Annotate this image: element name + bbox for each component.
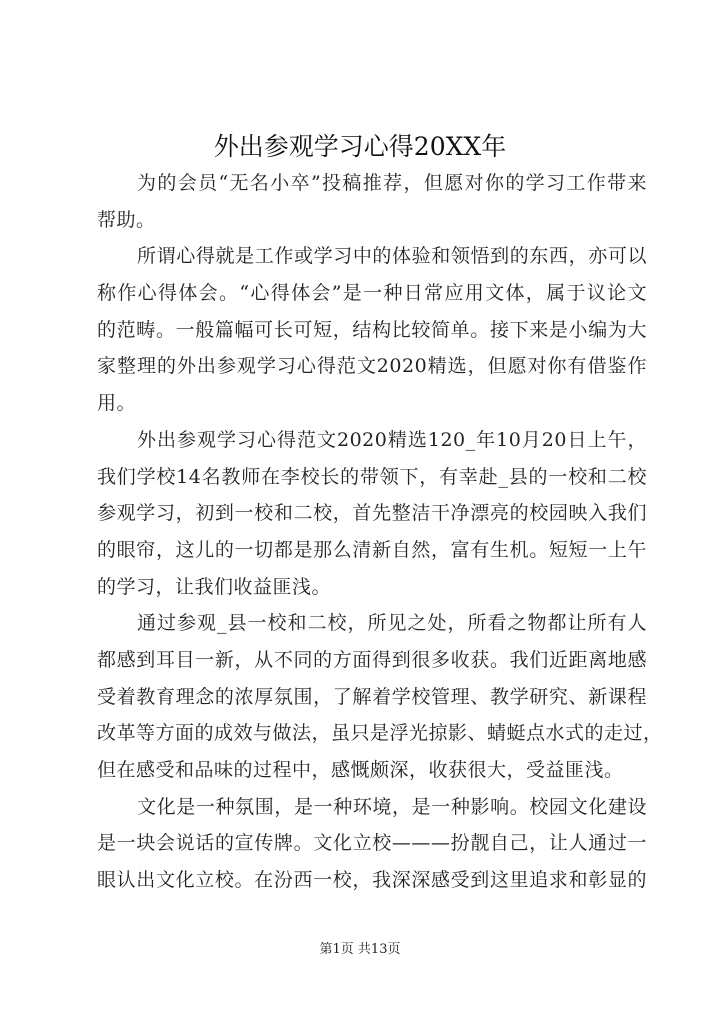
text-line: 家整理的外出参观学习心得范文2020精选，但愿对你有借鉴作 — [97, 355, 647, 378]
text-line: 所谓心得就是工作或学习中的体验和领悟到的东西，亦可以 — [137, 245, 647, 268]
paragraph — [97, 605, 663, 788]
text-line: 的范畴。一般篇幅可长可短，结构比较简单。接下来是小编为大 — [97, 318, 647, 341]
page-footer: 第1页 共13页 — [319, 942, 401, 957]
text-line: 的学习，让我们收益匪浅。 — [97, 575, 332, 598]
paragraph — [97, 238, 647, 421]
text-line: 但在感受和品味的过程中，感慨颇深，收获很大，受益匪浅。 — [97, 759, 624, 781]
document-body — [97, 165, 663, 899]
text-line: 帮助。 — [97, 208, 156, 231]
paragraph — [97, 165, 647, 238]
paragraph — [97, 422, 647, 605]
paragraph — [97, 789, 647, 899]
text-line: 为的会员“无名小卒”投稿推荐，但愿对你的学习工作带来 — [137, 172, 647, 194]
text-line: 文化是一种氛围，是一种环境，是一种影响。校园文化建设 — [137, 795, 647, 818]
text-line: 外出参观学习心得范文2020精选120_年10月20日上午， — [137, 428, 647, 451]
text-line: 受着教育理念的浓厚氛围，了解着学校管理、教学研究、新课程 — [97, 685, 647, 708]
text-line: 通过参观_县一校和二校，所见之处，所看之物都让所有人 — [137, 612, 647, 635]
text-line: 是一块会说话的宣传牌。文化立校———扮靓自己，让人通过一 — [97, 832, 647, 855]
text-line: 眼认出文化立校。在汾西一校，我深深感受到这里追求和彰显的 — [97, 869, 647, 892]
document-title: 外出参观学习心得20XX年 — [213, 132, 507, 161]
text-line: 改革等方面的成效与做法，虽只是浮光掠影、蜻蜓点水式的走过， — [97, 722, 663, 745]
text-line: 我们学校14名教师在李校长的带领下，有幸赴_县的一校和二校 — [97, 465, 647, 488]
text-line: 的眼帘，这儿的一切都是那么清新自然，富有生机。短短一上午 — [97, 538, 647, 561]
text-line: 用。 — [97, 392, 137, 415]
text-line: 称作心得体会。“心得体会”是一种日常应用文体，属于议论文 — [97, 282, 647, 305]
text-line: 参观学习，初到一校和二校，首先整洁干净漂亮的校园映入我们 — [97, 502, 647, 525]
text-line: 都感到耳目一新，从不同的方面得到很多收获。我们近距离地感 — [97, 648, 647, 671]
